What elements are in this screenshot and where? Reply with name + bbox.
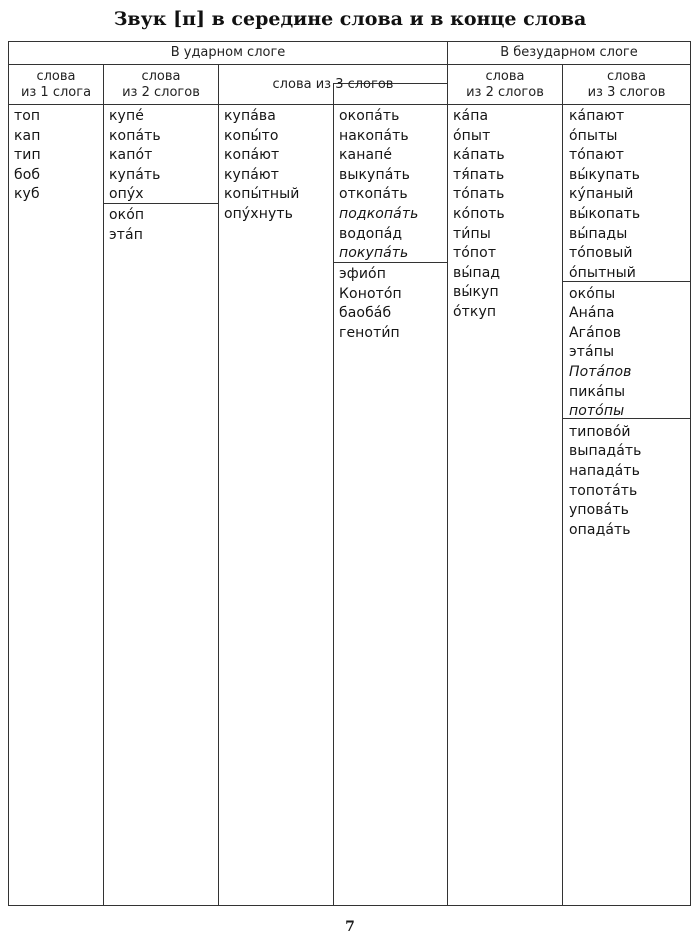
word: вы́купать <box>569 166 640 183</box>
header-stressed: В ударном слоге <box>170 45 286 60</box>
word-group <box>339 107 418 264</box>
header-stressed-1-syllable: слова из 1 слога <box>20 68 92 100</box>
word: покупа́ть <box>339 245 409 262</box>
word-group <box>569 285 642 422</box>
word: ка́пать <box>453 147 505 164</box>
word: то́пот <box>453 245 497 262</box>
word-group <box>109 206 161 245</box>
header-unstressed: В безударном слоге <box>500 45 638 60</box>
word: водопа́д <box>339 225 403 242</box>
word: подкопа́ть <box>339 205 419 222</box>
word: геноти́п <box>339 324 400 341</box>
word: копы́тный <box>224 186 300 203</box>
word: топота́ть <box>569 482 638 499</box>
word: купа́ть <box>109 166 161 183</box>
word: копа́ют <box>224 147 280 164</box>
word: ка́па <box>453 108 489 124</box>
word: Ага́пов <box>569 324 622 341</box>
word: опада́ть <box>569 521 631 538</box>
word: копы́то <box>224 127 279 144</box>
word: откопа́ть <box>339 186 408 203</box>
word: купа́ва <box>224 108 276 124</box>
header-unstressed-2-syllables: слова из 2 слогов <box>466 68 544 100</box>
word: о́ткуп <box>453 303 497 320</box>
word: боб <box>14 166 41 183</box>
word: вы́копать <box>569 205 641 222</box>
word: ти́пы <box>453 225 491 242</box>
header-stressed-2-syllables: слова из 2 слогов <box>122 68 200 100</box>
word-group <box>569 423 642 541</box>
words-table <box>8 41 691 906</box>
column-unstressed-2-syllables <box>453 107 505 323</box>
word: эта́пы <box>569 344 615 361</box>
word: вы́пады <box>569 225 628 242</box>
word: ку́паный <box>569 186 634 203</box>
word: Конoто́п <box>339 285 402 302</box>
word: эта́п <box>109 226 143 243</box>
word: око́пы <box>569 285 616 302</box>
word: напада́ть <box>569 463 640 480</box>
word: канапе́ <box>339 147 393 164</box>
column-unstressed-3-syllables <box>569 107 642 540</box>
word: ко́поть <box>453 205 505 222</box>
word: о́пыты <box>569 127 618 144</box>
column-stressed-3-syllables-b <box>339 107 418 343</box>
word: вы́куп <box>453 284 499 301</box>
header-unstressed-3-syllables: слова из 3 слогов <box>587 68 666 100</box>
word-group <box>14 107 41 205</box>
word-group <box>224 107 300 225</box>
word: о́пытный <box>569 264 636 281</box>
word-group <box>453 107 505 323</box>
word: выпада́ть <box>569 443 642 460</box>
word: накопа́ть <box>339 127 409 144</box>
word: купа́ют <box>224 166 280 183</box>
word: пото́пы <box>569 403 625 420</box>
word: эфио́п <box>339 265 386 282</box>
word: выкупа́ть <box>339 166 410 183</box>
word: опу́хнуть <box>224 205 293 222</box>
word: око́п <box>109 207 145 224</box>
word: упова́ть <box>569 502 629 519</box>
word: кап <box>14 127 41 144</box>
word: тип <box>14 147 41 164</box>
word: Ана́па <box>569 305 615 322</box>
word: ка́пают <box>569 108 625 124</box>
word: окопа́ть <box>339 108 400 124</box>
word: то́пать <box>453 186 505 203</box>
word: копа́ть <box>109 127 161 144</box>
word: тя́пать <box>453 166 505 183</box>
word: пика́пы <box>569 383 626 400</box>
header-stressed-3-syllables: слова из 3 слогов <box>272 76 394 92</box>
word-group <box>339 265 418 343</box>
word: о́пыт <box>453 127 491 144</box>
word: купе́ <box>109 108 144 124</box>
column-stressed-1-syllable <box>14 107 41 205</box>
word-group <box>569 107 642 283</box>
word: Пота́пов <box>569 363 632 380</box>
column-stressed-3-syllables-a <box>224 107 300 225</box>
word: вы́пад <box>453 264 501 281</box>
word: куб <box>14 186 40 203</box>
word: то́пают <box>569 147 624 164</box>
word: баоба́б <box>339 305 392 322</box>
column-stressed-2-syllables <box>109 107 161 245</box>
page-title: Звук [п] в середине слова и в конце слова <box>113 8 587 30</box>
word-group <box>109 107 161 205</box>
word: опу́х <box>109 186 144 203</box>
word: типово́й <box>569 423 631 440</box>
word: капо́т <box>109 147 153 164</box>
word: то́повый <box>569 245 633 262</box>
word: топ <box>14 108 41 124</box>
page-number: 7 <box>345 919 355 935</box>
